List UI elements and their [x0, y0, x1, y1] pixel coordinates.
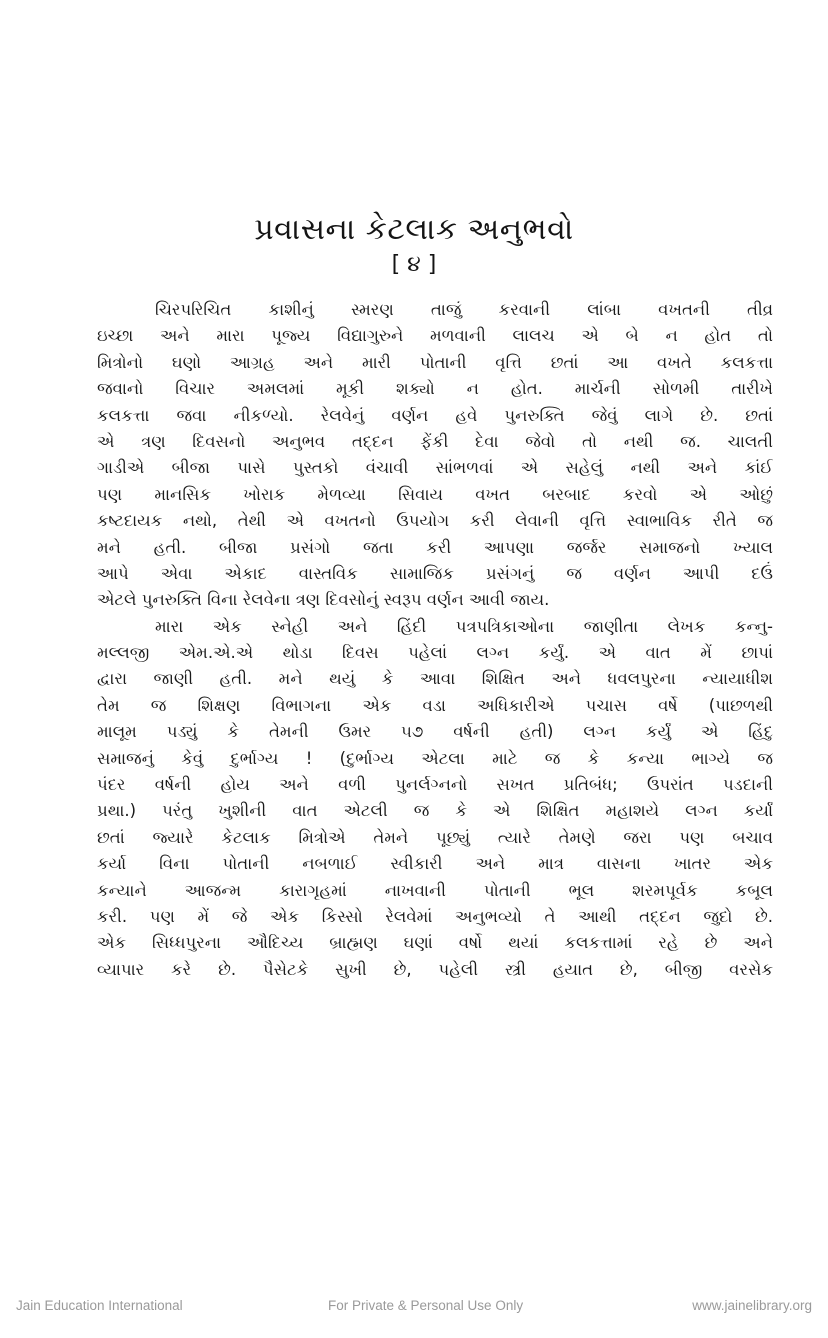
text-line: કર્યા વિના પોતાની નબળાઈ સ્વીકારી અને માત્ર વાસના ખાતર એક: [97, 854, 773, 874]
text-line: એક સિધ્ધપુરના ઔદિચ્ય બ્રાહ્મણ ઘણાં વર્ષો થયાં કલકત્તામાં રહે છે અને: [97, 933, 773, 953]
text-line: પ્રથા.) પરંતુ ખુશીની વાત એટલી જ કે એ શિક્ષિત મહાશયે લગ્ન કર્યાં: [97, 801, 773, 821]
page-footer: [0, 1298, 828, 1318]
body-text: [97, 297, 773, 983]
text-line: મલ્લજી એમ.એ.એ થોડા દિવસ પહેલાં લગ્ન કર્યું. એ વાત મેં છાપાં: [97, 643, 773, 663]
footer-website-link[interactable]: www.jainelibrary.org: [692, 1298, 812, 1313]
text-line: એટલે પુનરુક્તિ વિના રેલવેના ત્રણ દિવસોનું સ્વરૂપ વર્ણન આવી જાય.: [97, 590, 550, 610]
text-line: દ્વારા જાણી હતી. મને થયું કે આવા શિક્ષિત અને ધવલપુરના ન્યાયાધીશ: [97, 669, 773, 689]
footer-usage-notice: For Private & Personal Use Only: [328, 1298, 524, 1313]
footer-publisher: Jain Education International: [16, 1298, 183, 1313]
text-line: ચિરપરિચિત કાશીનું સ્મરણ તાજું કરવાની લાંબા વખતની તીવ્ર: [155, 300, 773, 319]
text-line: કન્યાને આજન્મ કારાગૃહમાં નાખવાની પોતાની ભૂલ શરમપૂર્વક કબૂલ: [97, 880, 773, 900]
text-line: કષ્ટદાયક નથો, તેથી એ વખતનો ઉપયોગ કરી લેવાની વૃત્તિ સ્વાભાવિક રીતે જ: [97, 511, 773, 531]
text-line: મને હતી. બીજા પ્રસંગો જતા કરી આપણા જર્જર સમાજનો ખ્યાલ: [97, 537, 773, 557]
text-line: પંદર વર્ષની હોય અને વળી પુનર્લગ્નનો સખત પ્રતિબંધ; ઉપરાંત પડદાની: [97, 775, 773, 795]
text-line: એ ત્રણ દિવસનો અનુભવ તદ્દન ફેંકી દેવા જેવો તો નથી જ. ચાલતી: [97, 431, 773, 451]
text-line: આપે એવા એકાદ વાસ્તવિક સામાજિક પ્રસંગનું જ વર્ણન આપી દઉં: [97, 563, 773, 583]
text-line: કરી. પણ મેં જે એક કિસ્સો રેલવેમાં અનુભવ્યો તે આથી તદ્દન જુદો છે.: [97, 906, 773, 926]
text-line: વ્યાપાર કરે છે. પૈસેટકે સુખી છે, પહેલી સ્ત્રી હયાત છે, બીજી વરસેક: [97, 959, 773, 979]
text-line: માલૂમ પડ્યું કે તેમની ઉમર ૫૭ વર્ષની હતી) લગ્ન કર્યું એ હિંદુ: [97, 722, 773, 742]
text-line: જવાનો વિચાર અમલમાં મૂકી શક્યો ન હોત. માર્ચની સોળમી તારીખે: [97, 379, 773, 399]
page-title: પ્રવાસના કેટલાક અનુભવો: [254, 212, 574, 248]
text-line: પણ માનસિક ખોરાક મેળવ્યા સિવાય વખત બરબાદ કરવો એ ઓછું: [97, 484, 773, 504]
text-line: ગાડીએ બીજા પાસે પુસ્તકો વંચાવી સાંભળવાં એ સહેલું નથી અને કાંઈ: [97, 458, 773, 478]
text-line: મારા એક સ્નેહી અને હિંદી પત્રપત્રિકાઓના જાણીતા લેખક કન્નુ-: [155, 616, 773, 636]
text-line: કલકત્તા જવા નીકળ્યો. રેલવેનું વર્ણન હવે પુનરુક્તિ જેવું લાગે છે. છતાં: [97, 405, 773, 425]
chapter-number: [ ૪ ]: [391, 252, 437, 277]
text-line: મિત્રોનો ઘણો આગ્રહ અને મારી પોતાની વૃત્તિ છતાં આ વખતે કલકત્તા: [97, 352, 773, 372]
text-line: ઇચ્છા અને મારા પૂજ્ય વિદ્યાગુરુને મળવાની લાલચ એ બે ન હોત તો: [97, 326, 773, 346]
text-line: છતાં જ્યારે કેટલાક મિત્રોએ તેમને પૂછ્યું ત્યારે તેમણે જરા પણ બચાવ: [97, 827, 773, 847]
text-line: સમાજનું કેવું દુર્ભાગ્ય ! (દુર્ભાગ્ય એટલા માટે જ કે કન્યા ભાગ્યે જ: [97, 748, 773, 768]
text-line: તેમ જ શિક્ષણ વિભાગના એક વડા અધિકારીએ પચાસ વર્ષે (પાછળથી: [97, 695, 773, 715]
